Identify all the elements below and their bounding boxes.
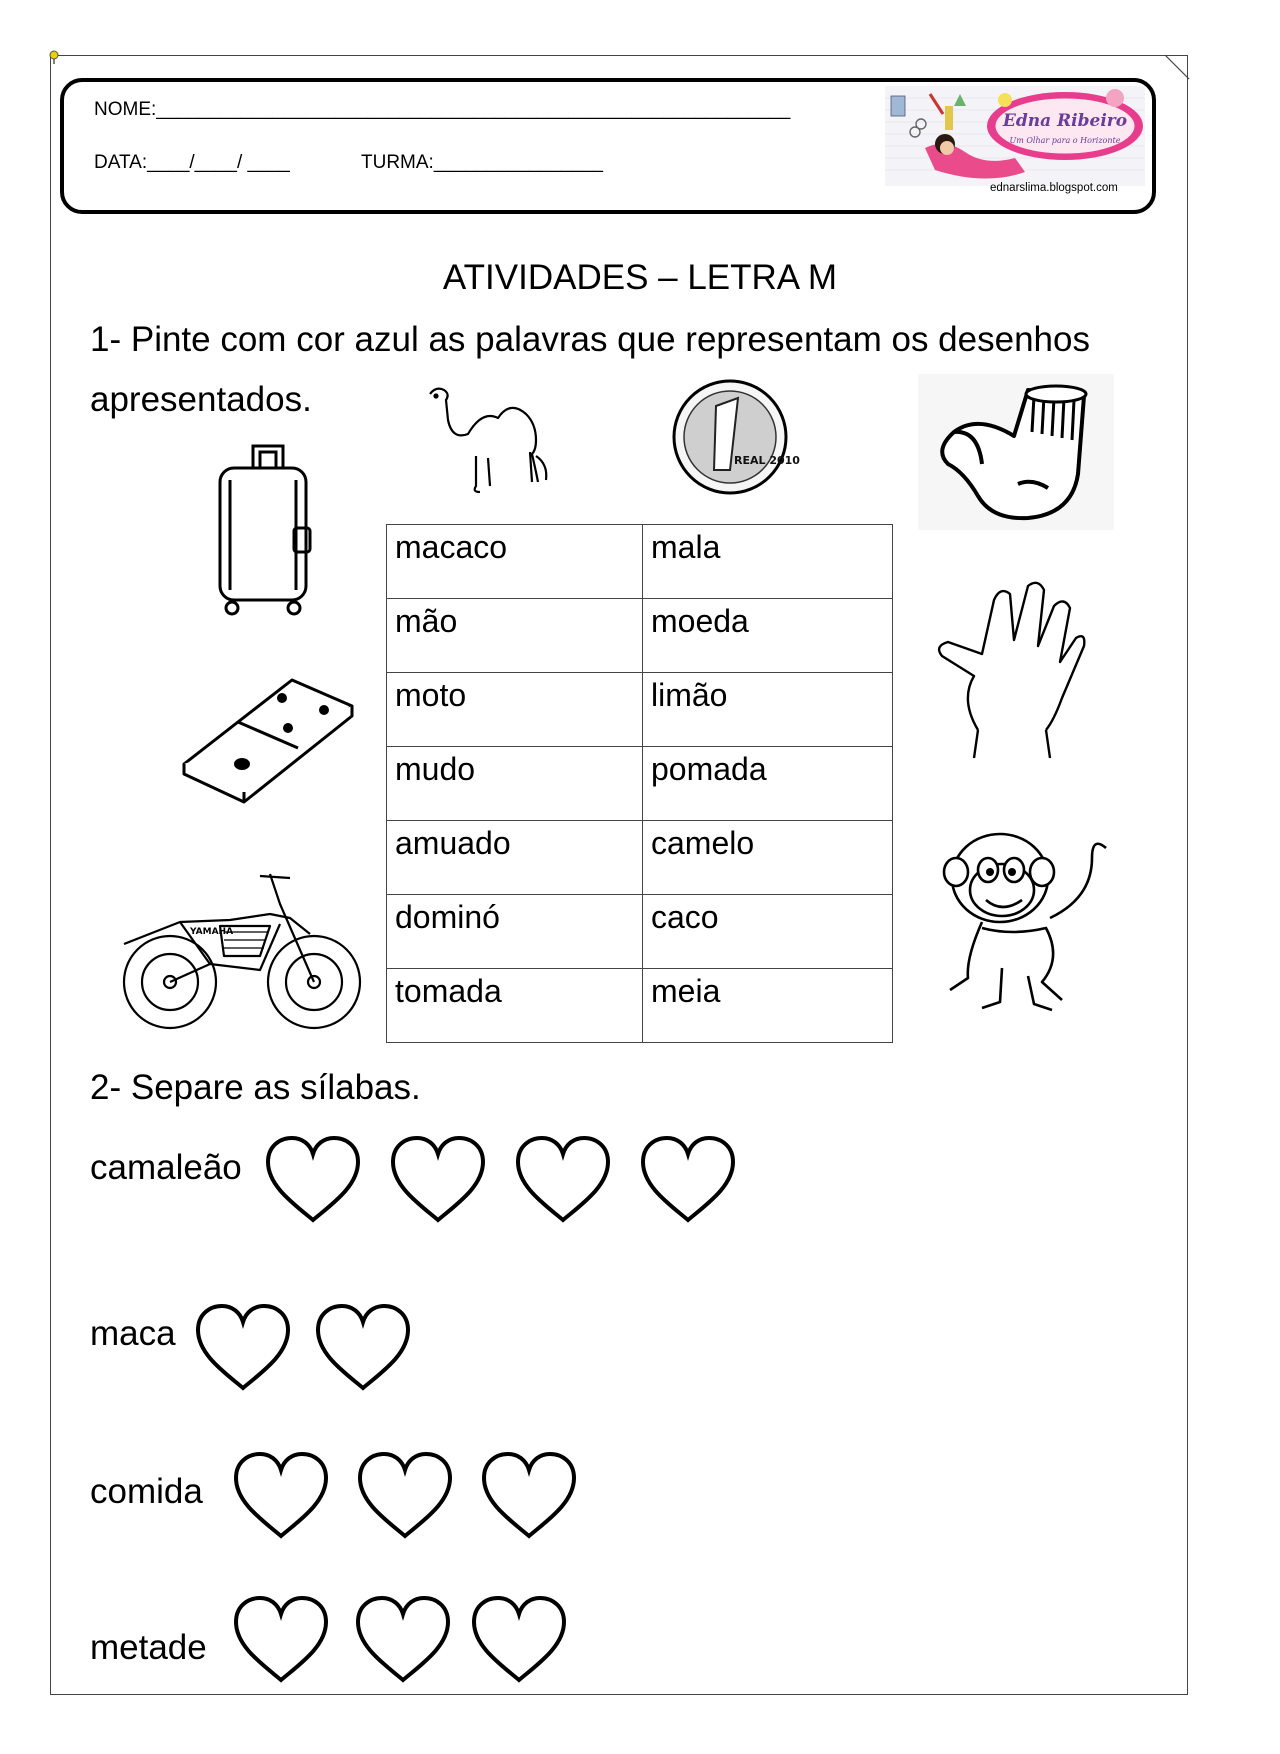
suitcase-illustration (208, 440, 318, 620)
table-row (387, 599, 893, 673)
table-row (387, 969, 893, 1043)
hand-illustration (934, 580, 1088, 760)
word-cell[interactable]: pomada (643, 747, 893, 821)
domino-illustration (180, 668, 354, 796)
word-cell[interactable]: tomada (387, 969, 643, 1043)
word-cell[interactable]: mudo (387, 747, 643, 821)
table-row (387, 747, 893, 821)
syllable-heart-box[interactable] (354, 1594, 452, 1686)
page-fold-icon (1165, 55, 1189, 79)
word-cell[interactable]: mala (643, 525, 893, 599)
word-cell[interactable]: moto (387, 673, 643, 747)
logo (885, 86, 1145, 194)
logo-subtitle: Um Olhar para o Horizonte (1009, 136, 1121, 145)
word-cell[interactable]: mão (387, 599, 643, 673)
word-table (386, 524, 893, 1043)
class-field[interactable] (361, 152, 603, 174)
syllable-heart-box[interactable] (514, 1134, 612, 1226)
logo-url: ednarslima.blogspot.com (990, 182, 1118, 194)
syllable-heart-box[interactable] (356, 1450, 454, 1542)
coin-text: REAL 2010 (734, 454, 800, 467)
word-cell[interactable]: dominó (387, 895, 643, 969)
name-blank[interactable]: ____________________________________________________________ (156, 99, 791, 120)
syllable-heart-box[interactable] (232, 1594, 330, 1686)
page-title: ATIVIDADES – LETRA M (442, 258, 838, 297)
sock-illustration (918, 374, 1114, 530)
syllable-word: maca (90, 1314, 176, 1353)
syllable-heart-box[interactable] (470, 1594, 568, 1686)
pin-icon (48, 50, 60, 64)
word-cell[interactable]: camelo (643, 821, 893, 895)
word-cell[interactable]: caco (643, 895, 893, 969)
logo-title: Edna Ribeiro (1002, 111, 1128, 131)
table-row (387, 525, 893, 599)
class-blank[interactable]: ________________ (433, 152, 603, 173)
syllable-word: comida (90, 1472, 203, 1511)
date-label: DATA: (94, 152, 148, 173)
syllable-heart-box[interactable] (264, 1134, 362, 1226)
class-label: TURMA: (361, 152, 434, 173)
word-cell[interactable]: macaco (387, 525, 643, 599)
word-cell[interactable]: amuado (387, 821, 643, 895)
table-row (387, 673, 893, 747)
syllable-heart-box[interactable] (194, 1302, 292, 1394)
syllable-word: metade (90, 1628, 207, 1667)
name-field[interactable] (94, 99, 790, 121)
monkey-illustration (942, 818, 1114, 1018)
moto-brand: YAMAHA (190, 927, 234, 937)
word-cell[interactable]: meia (643, 969, 893, 1043)
syllable-heart-box[interactable] (232, 1450, 330, 1542)
question-2-text: 2- Separe as sílabas. (90, 1068, 421, 1107)
syllable-heart-box[interactable] (639, 1134, 737, 1226)
syllable-word: camaleão (90, 1148, 242, 1187)
date-blank[interactable]: ____/____/ ____ (147, 152, 290, 173)
coin-illustration (668, 378, 800, 496)
word-cell[interactable]: limão (643, 673, 893, 747)
date-field[interactable] (94, 152, 290, 174)
camel-illustration (418, 378, 558, 510)
motorcycle-illustration (120, 864, 362, 1040)
name-label: NOME: (94, 99, 157, 120)
word-cell[interactable]: moeda (643, 599, 893, 673)
table-row (387, 821, 893, 895)
table-row (387, 895, 893, 969)
question-1-text: 1- Pinte com cor azul as palavras que representam os desenhos apresentados. (90, 320, 1090, 419)
syllable-heart-box[interactable] (389, 1134, 487, 1226)
syllable-heart-box[interactable] (480, 1450, 578, 1542)
syllable-heart-box[interactable] (314, 1302, 412, 1394)
